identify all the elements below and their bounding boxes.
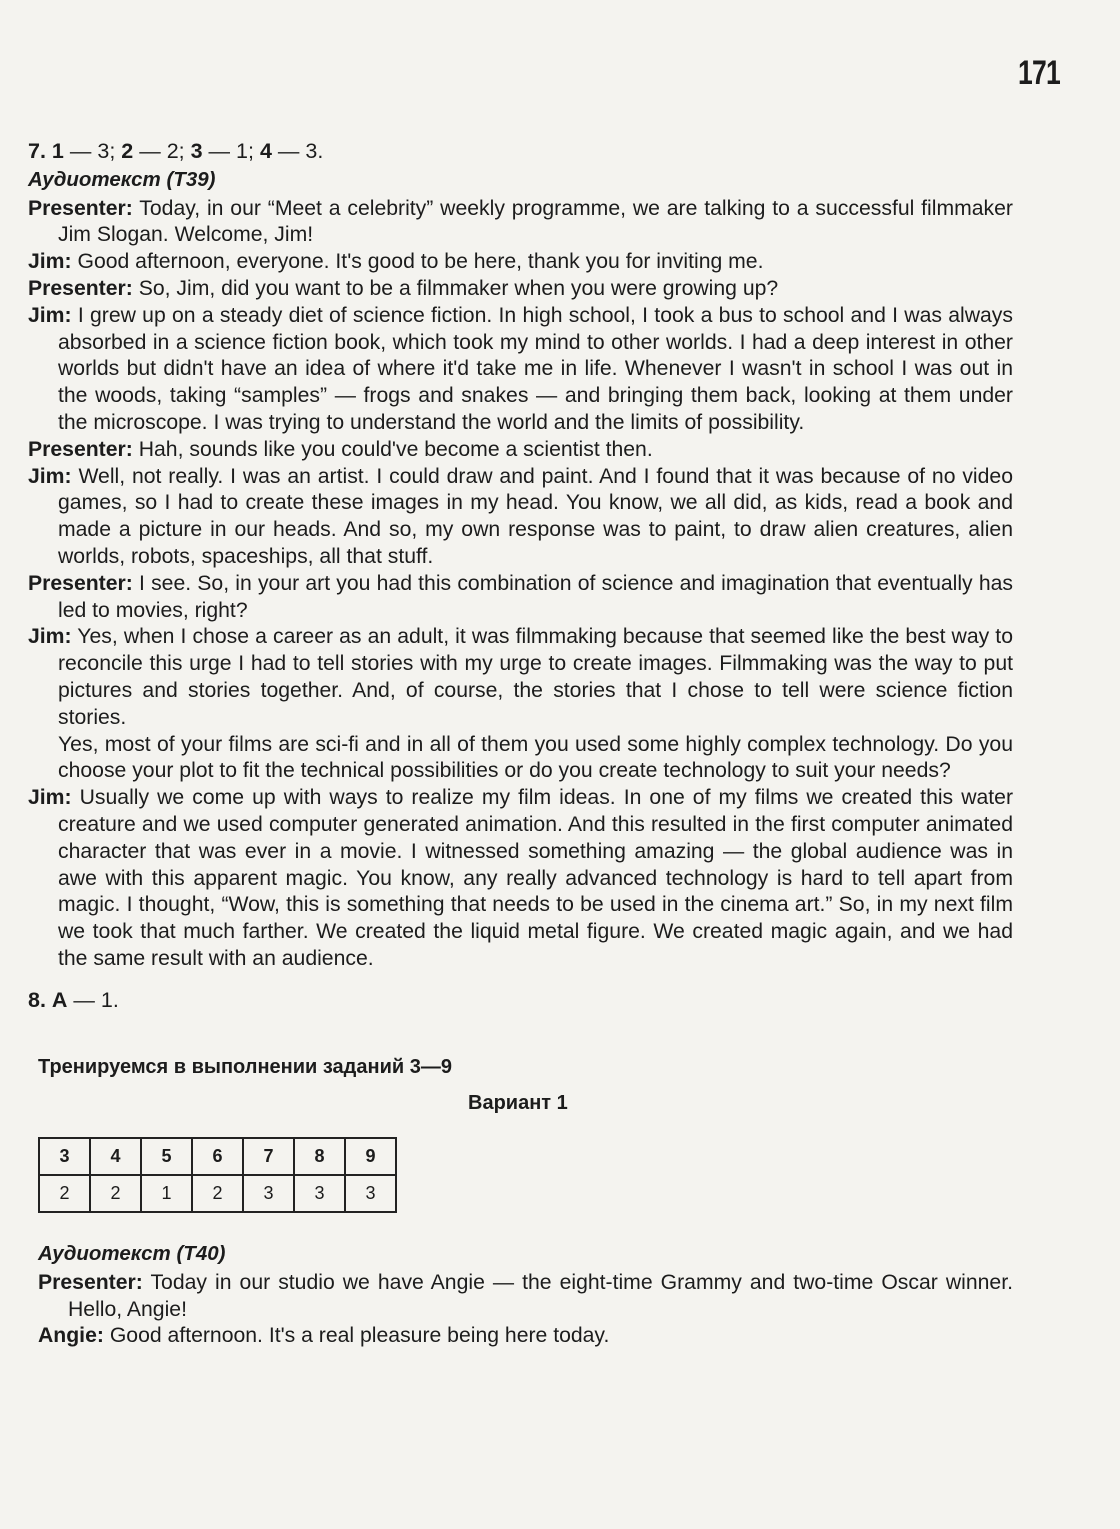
answer-7-q4: 4 [259, 139, 272, 163]
dialogue-line [28, 624, 1013, 731]
answer-7-a2: 2 [166, 139, 179, 163]
dialogue-line [28, 437, 1013, 464]
answer-7: 7. 1 — 3; 2 — 2; 3 — 1; 4 — 3. [28, 139, 324, 163]
dialogue-line [38, 1323, 1013, 1350]
dialogue-line [28, 785, 1013, 973]
answer-cell: 2 [192, 1175, 243, 1212]
speaker-label: Presenter: [28, 276, 133, 300]
answer-7-q3: 3 [190, 139, 203, 163]
answer-8-a: 1. [100, 987, 119, 1012]
answer-cell: 3 [345, 1175, 396, 1212]
dialogue-text: Yes, when I chose a career as an adult, it was filmmaking because that seemed like the best way to reconcile this urge I had to tell stories with my urge to create images. Filmmaking was the way to put pictures and stories together. And, of course, the stories that I chose to tell were science fiction stories. [58, 625, 1013, 729]
dialogue-text: Hah, sounds like you could've become a scientist then. [138, 437, 653, 461]
dialogue-line [28, 196, 1013, 250]
dialogue-text: I see. So, in your art you had this combination of science and imagination that eventually has led to movies, right? [58, 571, 1013, 622]
dialogue-text: Good afternoon. It's a real pleasure being here today. [109, 1324, 610, 1348]
page-content [28, 138, 1013, 1350]
speaker-label: Angie: [38, 1324, 104, 1348]
dialogue-text: Yes, most of your films are sci-fi and in all of them you used some highly complex technology. Do you choose your plot to fit the technical possibilities or do you create technology to suit your needs? [58, 732, 1013, 783]
answer-cell: 2 [90, 1175, 141, 1212]
answer-7-q2: 2 [121, 139, 134, 163]
answer-8-q: A [51, 987, 68, 1012]
dialogue-line [28, 249, 1013, 276]
answer-8-number: 8. [28, 987, 46, 1012]
task-number-cell: 5 [141, 1138, 192, 1175]
speaker-label: Presenter: [28, 437, 133, 461]
dialogue-text: I grew up on a steady diet of science fiction. In high school, I took a bus to school and I was always absorbed in a science fiction book, which took my mind to other worlds. I had a deep interest in other worlds but didn't have an idea of where it'd take me in life. Whenever I wasn't in school I was out in the woods, taking “samples” — frogs and snakes — and bringing them back, looking at them under the microscope. I was trying to understand the world and the limits of possibility. [58, 303, 1013, 434]
answer-table-answer-row [39, 1175, 396, 1212]
dialogue-text: Well, not really. I was an artist. I could draw and paint. And I found that it was because of no video games, so I had to create these images in my head. You know, we all did, as kids, read a book and made a picture in our heads. And so, my own response was to paint, to draw alien creatures, alien worlds, robots, spaceships, all that stuff. [58, 464, 1013, 568]
section-title: Тренируемся в выполнении заданий 3—9 [38, 1055, 452, 1078]
answer-cell: 3 [243, 1175, 294, 1212]
task-number-cell: 8 [294, 1138, 345, 1175]
dialogue-t39 [28, 196, 1013, 973]
answer-cell: 2 [39, 1175, 90, 1212]
dialogue-text: Good afternoon, everyone. It's good to be here, thank you for inviting me. [77, 250, 764, 274]
dialogue-text: Usually we come up with ways to realize my film ideas. In one of my films we created this water creature and we used computer generated animation. And this resulted in the first computer animated character that was ever in a movie. I witnessed something amazing — the global audience was in awe with this apparent magic. You know, any really advanced technology is hard to tell apart from magic. I thought, “Wow, this is something that needs to be used in the cinema art.” So, in my next film we took that much farther. We created the liquid metal figure. We created magic again, and we had the same result with an audience. [58, 786, 1013, 970]
dialogue-line [28, 464, 1013, 571]
dialogue-t40 [28, 1270, 1013, 1350]
audio-title-t40: Аудиотекст (Т40) [38, 1242, 226, 1266]
speaker-label: Presenter: [38, 1270, 143, 1294]
answer-table-header-row [39, 1138, 396, 1175]
answer-7-number: 7. [28, 139, 46, 163]
dialogue-text: Today in our studio we have Angie — the eight-time Grammy and two-time Oscar winner. Hello, Angie! [68, 1270, 1013, 1321]
page-number: 171 [1018, 54, 1060, 92]
answer-7-a1: 3 [97, 139, 110, 163]
dialogue-line-continued [28, 732, 1013, 786]
variant-title: Вариант 1 [468, 1092, 568, 1115]
dialogue-line [28, 303, 1013, 437]
speaker-label: Jim: [28, 625, 72, 649]
answer-7-a3: 1 [236, 139, 248, 163]
answer-7-q1: 1 [51, 139, 64, 163]
answer-cell: 3 [294, 1175, 345, 1212]
task-number-cell: 6 [192, 1138, 243, 1175]
task-number-cell: 3 [39, 1138, 90, 1175]
speaker-label: Jim: [28, 786, 72, 810]
dialogue-text: Today, in our “Meet a celebrity” weekly programme, we are talking to a successful filmmaker Jim Slogan. Welcome, Jim! [58, 196, 1013, 247]
speaker-label: Jim: [28, 464, 72, 488]
task-number-cell: 7 [243, 1138, 294, 1175]
speaker-label: Presenter: [28, 571, 133, 595]
speaker-label: Jim: [28, 303, 72, 327]
speaker-label: Jim: [28, 250, 72, 274]
answer-table [38, 1137, 397, 1213]
audio-title-t39: Аудиотекст (Т39) [28, 167, 216, 191]
dialogue-text: So, Jim, did you want to be a filmmaker when you were growing up? [138, 276, 779, 300]
answer-cell: 1 [141, 1175, 192, 1212]
dialogue-line [38, 1270, 1013, 1324]
answer-8: 8. A — 1. [28, 987, 119, 1012]
task-number-cell: 9 [345, 1138, 396, 1175]
answer-7-a4: 3 [305, 139, 318, 163]
dialogue-line [28, 571, 1013, 625]
speaker-label: Presenter: [28, 196, 133, 220]
dialogue-line [28, 276, 1013, 303]
task-number-cell: 4 [90, 1138, 141, 1175]
